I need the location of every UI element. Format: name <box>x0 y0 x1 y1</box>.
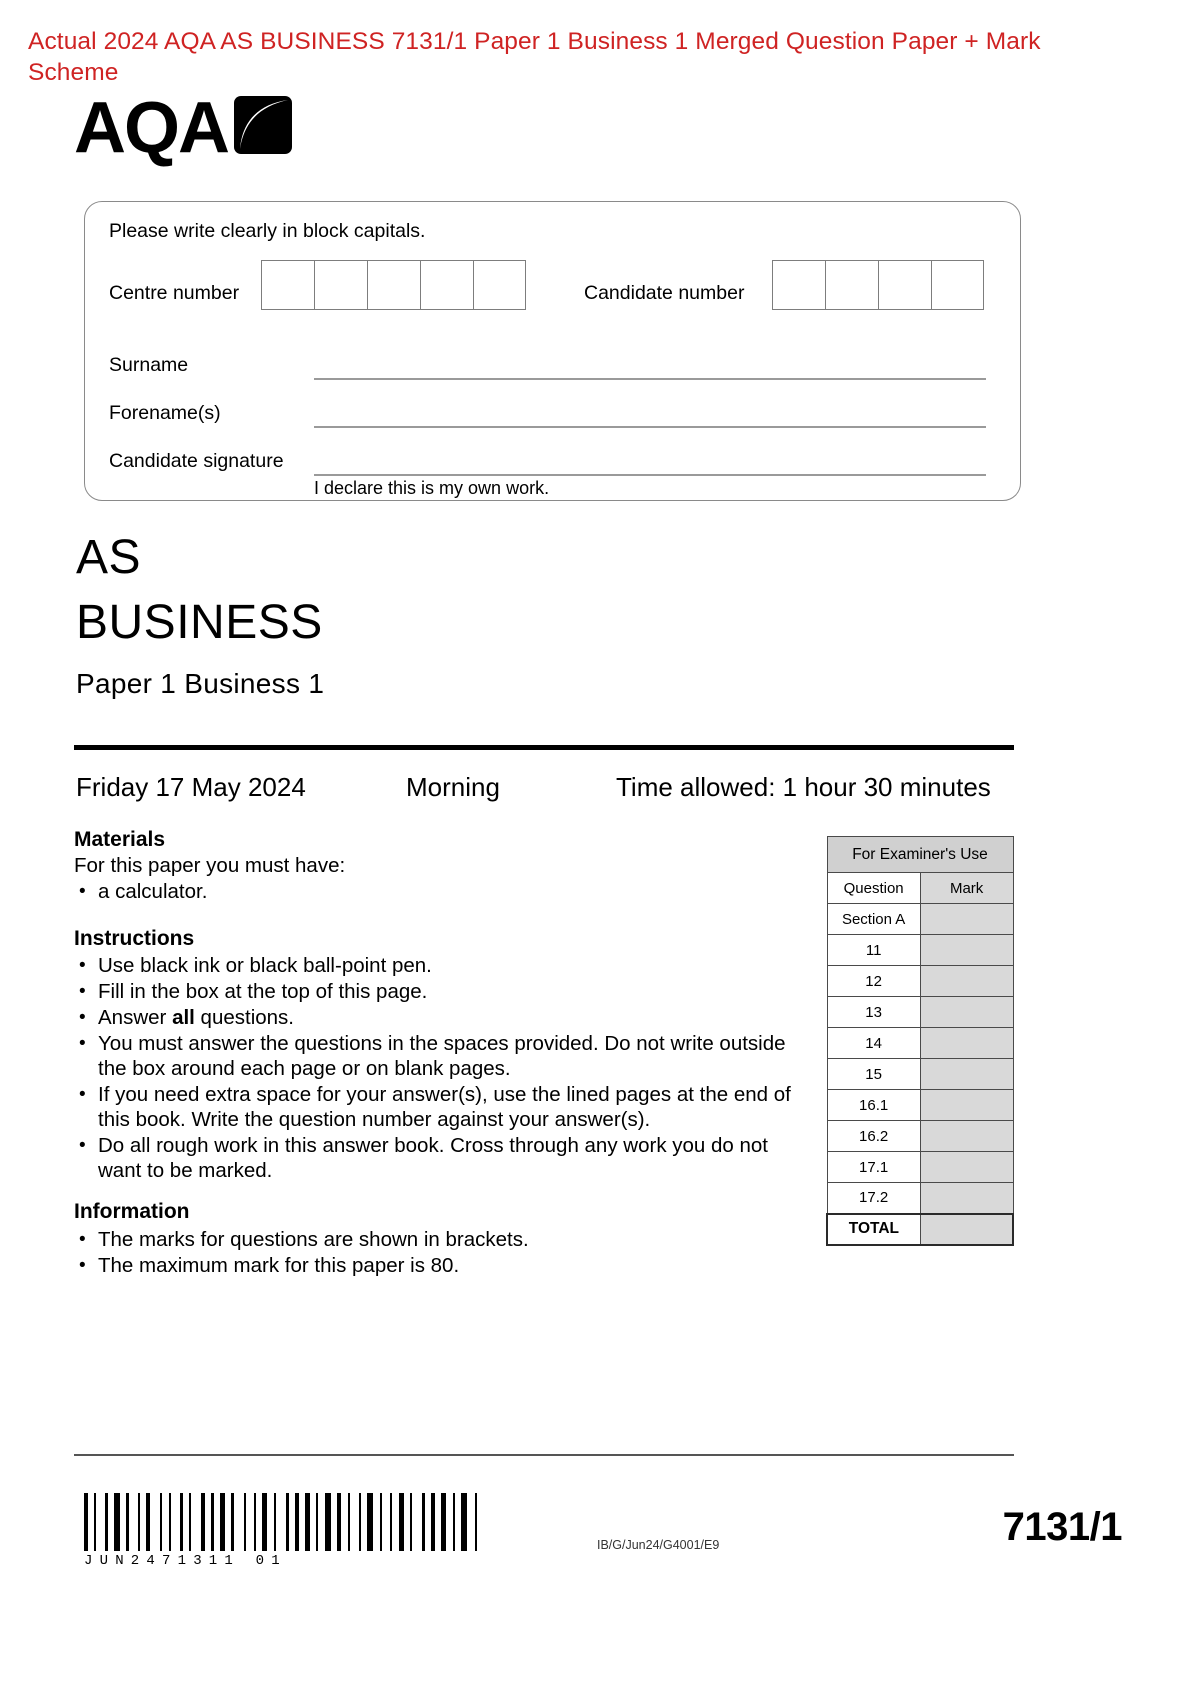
list-item: • Fill in the box at the top of this page. <box>74 979 814 1004</box>
aqa-logo <box>74 88 292 168</box>
table-row <box>827 1214 1013 1245</box>
centre-number-label: Centre number <box>109 282 240 304</box>
candidate-number-cell[interactable] <box>878 260 931 310</box>
list-item <box>74 1005 814 1030</box>
examiner-use-table <box>826 836 1014 1246</box>
mark-cell[interactable] <box>920 1059 1013 1090</box>
list-item: • The marks for questions are shown in brackets. <box>74 1227 774 1252</box>
table-row <box>827 997 1013 1028</box>
qualification-level: AS <box>76 531 142 584</box>
candidate-number-cell[interactable] <box>931 260 984 310</box>
candidate-number-cell[interactable] <box>772 260 825 310</box>
list-item: • a calculator. <box>74 879 774 904</box>
table-row <box>827 1152 1013 1183</box>
question-label: 16.2 <box>827 1121 920 1152</box>
centre-number-input[interactable] <box>261 260 526 310</box>
declaration-text: I declare this is my own work. <box>314 478 550 498</box>
question-label: 12 <box>827 966 920 997</box>
table-row <box>827 966 1013 997</box>
table-row <box>827 1121 1013 1152</box>
question-label: 15 <box>827 1059 920 1090</box>
table-row <box>827 1090 1013 1121</box>
aqa-leaf-icon <box>234 96 292 159</box>
list-item: • The maximum mark for this paper is 80. <box>74 1253 774 1278</box>
total-mark-cell[interactable] <box>920 1214 1013 1245</box>
mark-cell[interactable] <box>920 1152 1013 1183</box>
mark-cell[interactable] <box>920 997 1013 1028</box>
question-label: 17.1 <box>827 1152 920 1183</box>
candidate-number-cell[interactable] <box>825 260 878 310</box>
candidate-number-label: Candidate number <box>584 282 745 304</box>
surname-input[interactable] <box>314 378 986 380</box>
subject-title: BUSINESS <box>76 596 323 649</box>
centre-number-cell[interactable] <box>314 260 367 310</box>
mark-cell[interactable] <box>920 1028 1013 1059</box>
mark-cell[interactable] <box>920 1183 1013 1214</box>
instructions-list <box>74 953 814 1184</box>
centre-number-cell[interactable] <box>473 260 526 310</box>
question-label: 17.2 <box>827 1183 920 1214</box>
forename-label: Forename(s) <box>109 402 221 424</box>
barcode <box>84 1489 484 1551</box>
paper-code: 7131/1 <box>1002 1505 1122 1549</box>
question-label: Section A <box>827 904 920 935</box>
examiner-use-title: For Examiner's Use <box>827 837 1013 873</box>
question-label: 11 <box>827 935 920 966</box>
candidate-number-input[interactable] <box>772 260 984 310</box>
question-label: 16.1 <box>827 1090 920 1121</box>
column-header-mark: Mark <box>920 873 1013 904</box>
table-row <box>827 1028 1013 1059</box>
table-row <box>827 935 1013 966</box>
list-item: • Do all rough work in this answer book. Cross through any work you do not want to be marked. <box>74 1133 814 1183</box>
table-row <box>827 837 1013 873</box>
aqa-logo-text: AQA <box>74 88 228 168</box>
table-row <box>827 873 1013 904</box>
mark-cell[interactable] <box>920 904 1013 935</box>
materials-subtitle: For this paper you must have: <box>74 854 346 877</box>
barcode-digits: JUN2471311 01 <box>84 1553 287 1569</box>
red-document-title: Actual 2024 AQA AS BUSINESS 7131/1 Paper 1 Business 1 Merged Question Paper + Mark Scheme <box>28 28 1041 86</box>
candidate-signature-label: Candidate signature <box>109 450 284 472</box>
column-header-question: Question <box>827 873 920 904</box>
list-item: • You must answer the questions in the spaces provided. Do not write outside the box around each page or on blank pages. <box>74 1031 814 1081</box>
block-capitals-instruction: Please write clearly in block capitals. <box>109 220 426 242</box>
mark-cell[interactable] <box>920 966 1013 997</box>
materials-list <box>74 879 774 905</box>
list-item: • If you need extra space for your answer(s), use the lined pages at the end of this book. Write the question number against your answer(s). <box>74 1082 814 1132</box>
total-label: TOTAL <box>827 1214 920 1245</box>
paper-title: Paper 1 Business 1 <box>76 668 325 699</box>
forename-input[interactable] <box>314 426 986 428</box>
centre-number-cell[interactable] <box>261 260 314 310</box>
information-heading: Information <box>74 1200 190 1223</box>
instructions-heading: Instructions <box>74 927 195 950</box>
footer-reference-code: IB/G/Jun24/G4001/E9 <box>597 1538 720 1552</box>
table-row <box>827 1183 1013 1214</box>
mark-cell[interactable] <box>920 935 1013 966</box>
exam-session: Morning <box>406 772 500 802</box>
exam-date: Friday 17 May 2024 <box>76 772 306 802</box>
information-list <box>74 1227 774 1279</box>
mark-cell[interactable] <box>920 1090 1013 1121</box>
footer-divider <box>74 1454 1014 1456</box>
centre-number-cell[interactable] <box>420 260 473 310</box>
title-divider <box>74 745 1014 750</box>
mark-cell[interactable] <box>920 1121 1013 1152</box>
candidate-details-box <box>84 201 1021 501</box>
table-row <box>827 904 1013 935</box>
centre-number-cell[interactable] <box>367 260 420 310</box>
exam-time-allowed: Time allowed: 1 hour 30 minutes <box>616 772 991 802</box>
list-item: • Use black ink or black ball-point pen. <box>74 953 814 978</box>
question-label: 14 <box>827 1028 920 1059</box>
answer-all-text: Answer all questions. <box>98 1006 295 1029</box>
surname-label: Surname <box>109 354 189 376</box>
table-row <box>827 1059 1013 1090</box>
materials-heading: Materials <box>74 828 166 851</box>
question-label: 13 <box>827 997 920 1028</box>
candidate-signature-input[interactable] <box>314 474 986 476</box>
